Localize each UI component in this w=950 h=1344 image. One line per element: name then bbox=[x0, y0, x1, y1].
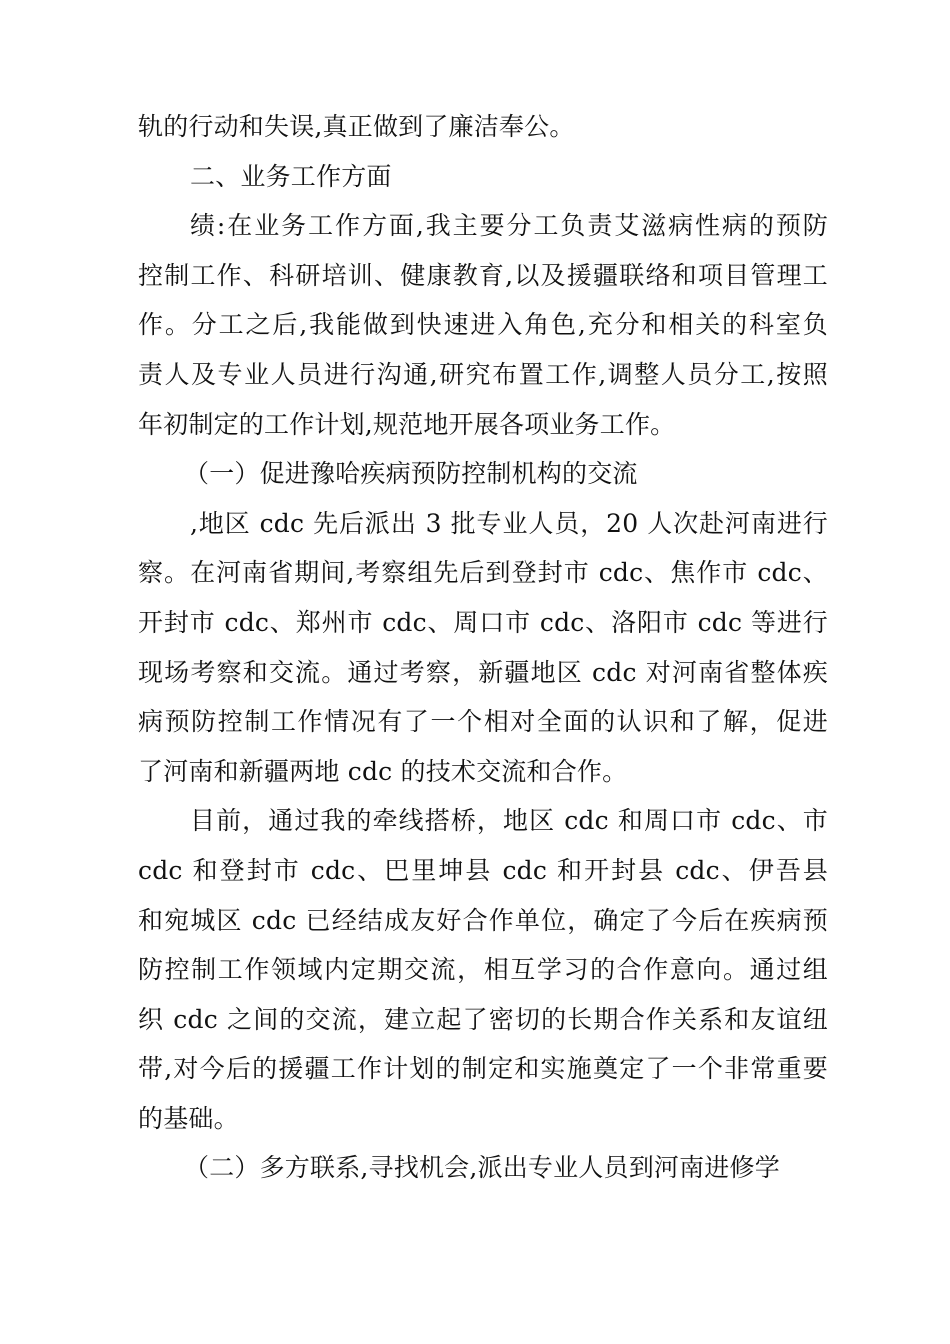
paragraph-first-line: 目前，通过我的牵线搭桥，地区 cdc 和周口市 cdc、市 bbox=[190, 806, 828, 836]
paragraph-first-line: ,地区 cdc 先后派出 3 批专业人员，20 人次赴河南进行 bbox=[190, 508, 828, 538]
body-line: 防控制工作领域内定期交流，相互学习的合作意向。通过组 bbox=[138, 955, 828, 985]
body-line: 开封市 cdc、郑州市 cdc、周口市 cdc、洛阳市 cdc 等进行 bbox=[138, 607, 828, 637]
body-line: 了河南和新疆两地 cdc 的技术交流和合作。 bbox=[138, 756, 628, 786]
subsection-heading: （一）促进豫哈疾病预防控制机构的交流 bbox=[184, 459, 638, 489]
body-line: 和宛城区 cdc 已经结成友好合作单位，确定了今后在疾病预 bbox=[138, 905, 828, 935]
body-line: 察。在河南省期间,考察组先后到登封市 cdc、焦作市 cdc、 bbox=[138, 558, 828, 588]
section-heading: 二、业务工作方面 bbox=[190, 161, 392, 191]
body-line: 作。分工之后,我能做到快速进入角色,充分和相关的科室负 bbox=[138, 310, 828, 340]
body-line: 责人及专业人员进行沟通,研究布置工作,调整人员分工,按照 bbox=[138, 359, 828, 389]
body-line: cdc 和登封市 cdc、巴里坤县 cdc 和开封县 cdc、伊吾县 bbox=[138, 855, 828, 885]
body-line: 带,对今后的援疆工作计划的制定和实施奠定了一个非常重要 bbox=[138, 1054, 828, 1084]
body-line: 现场考察和交流。通过考察，新疆地区 cdc 对河南省整体疾 bbox=[138, 657, 828, 687]
body-line: 织 cdc 之间的交流，建立起了密切的长期合作关系和友谊纽 bbox=[138, 1004, 828, 1034]
body-line: 控制工作、科研培训、健康教育,以及援疆联络和项目管理工 bbox=[138, 260, 828, 290]
body-line: 轨的行动和失误,真正做到了廉洁奉公。 bbox=[138, 112, 575, 141]
body-line: 病预防控制工作情况有了一个相对全面的认识和了解，促进 bbox=[138, 707, 828, 737]
body-line: 年初制定的工作计划,规范地开展各项业务工作。 bbox=[138, 409, 676, 439]
document-body bbox=[138, 102, 828, 1193]
paragraph-first-line: 绩:在业务工作方面,我主要分工负责艾滋病性病的预防 bbox=[190, 211, 828, 241]
body-line: 的基础。 bbox=[138, 1103, 239, 1133]
subsection-heading: （二）多方联系,寻找机会,派出专业人员到河南进修学 bbox=[184, 1153, 780, 1183]
